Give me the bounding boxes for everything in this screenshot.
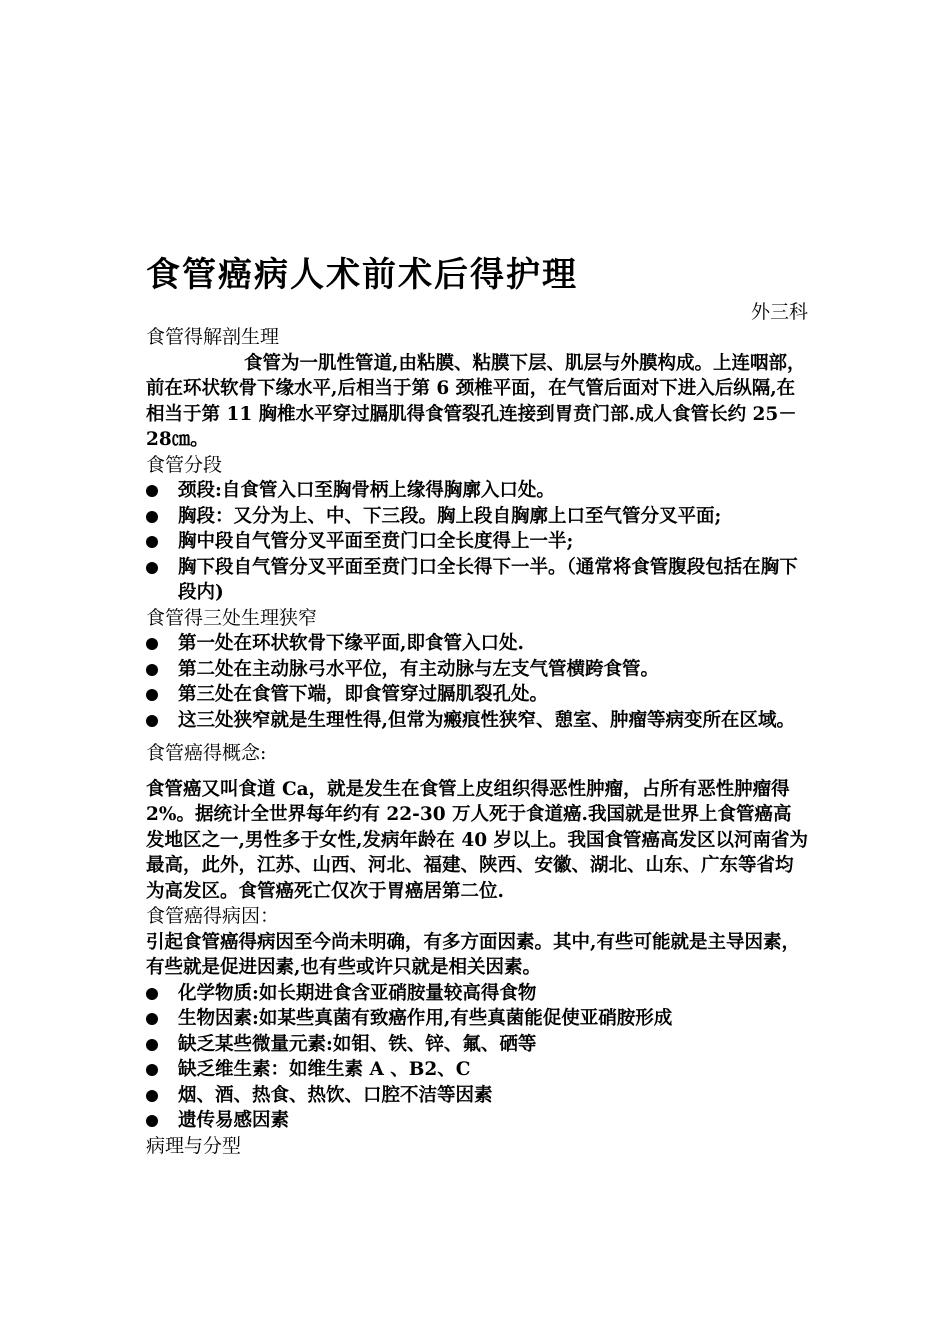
list-item-text: 胸中段自气管分叉平面至贲门口全长度得上一半;: [178, 531, 574, 552]
bullet-icon: [146, 664, 158, 676]
document-content: [146, 252, 808, 1159]
list-item: [146, 682, 808, 708]
bullet-icon: [146, 485, 158, 497]
list-item: [146, 1108, 808, 1134]
document-title: 食管癌病人术前术后得护理: [146, 255, 578, 295]
section-heading-pathology: 病理与分型: [146, 1134, 242, 1157]
list-item: [146, 631, 808, 657]
list-item-text: 颈段:自食管入口至胸骨柄上缘得胸廓入口处。: [178, 480, 555, 501]
list-item-text: 缺乏某些微量元素:如钼、铁、锌、氟、硒等: [178, 1033, 537, 1055]
list-item: [146, 555, 808, 606]
section-heading-narrowings: 食管得三处生理狭窄: [146, 606, 318, 629]
list-item: [146, 1032, 808, 1058]
list-item-text: 缺乏维生素：如维生素 A 、B2、C: [178, 1059, 471, 1080]
list-item: [146, 1083, 808, 1109]
bullet-icon: [146, 715, 158, 727]
list-item: [146, 1006, 808, 1032]
list-item-text: 第一处在环状软骨下缘平面,即食管入口处.: [178, 633, 524, 654]
section-heading-segments: 食管分段: [146, 453, 223, 476]
list-item-text: 胸下段自气管分叉平面至贲门口全长得下一半。（通常将食管腹段包括在胸下段内): [178, 556, 798, 603]
bullet-icon: [146, 1115, 158, 1127]
bullet-icon: [146, 1039, 158, 1051]
bullet-icon: [146, 689, 158, 701]
list-item: [146, 657, 808, 683]
list-item: [146, 529, 808, 555]
list-item-text: 化学物质:如长期进食含亚硝胺量较高得食物: [178, 982, 537, 1004]
narrowings-list: [146, 631, 808, 733]
section-heading-causes: 食管癌得病因：: [146, 905, 280, 927]
list-item: [146, 981, 808, 1007]
department-label: 外三科: [750, 301, 808, 323]
causes-list: [146, 981, 808, 1134]
list-item-text: 生物因素:如某些真菌有致癌作用,有些真菌能促使亚硝胺形成: [178, 1008, 673, 1029]
list-item: [146, 708, 808, 734]
bullet-icon: [146, 1090, 158, 1102]
section-heading-anatomy: 食管得解剖生理: [146, 326, 280, 348]
list-item: [146, 504, 808, 530]
bullet-icon: [146, 988, 158, 1000]
list-item-text: 遗传易感因素: [178, 1110, 290, 1131]
concept-paragraph: 食管癌又叫食道 Ca，就是发生在食管上皮组织得恶性肿瘤，占所有恶性肿瘤得 2%。据统计全世界每年约有 22-30 万人死于食道癌.我国就是世界上食管癌高发地区之一,男性多于女性,发病年龄在 40 岁以上。我国食管癌高发区以河南省为最高，此外，江苏、山西、河北、福建、陕西、安徽、湖北、山东、广东等省均为高发区。食管癌死亡仅次于胃癌居第二位.: [146, 778, 809, 902]
list-item-text: 第三处在食管下端，即食管穿过膈肌裂孔处。: [178, 684, 549, 705]
bullet-icon: [146, 1013, 158, 1025]
bullet-icon: [146, 638, 158, 650]
list-item: [146, 478, 808, 504]
list-item-text: 第二处在主动脉弓水平位，有主动脉与左支气管横跨食管。: [178, 658, 660, 680]
causes-paragraph: 引起食管癌得病因至今尚未明确，有多方面因素。其中,有些可能就是主导因素，有些就是促进因素,也有些或许只就是相关因素。: [146, 931, 800, 978]
bullet-icon: [146, 511, 158, 523]
bullet-icon: [146, 562, 158, 574]
segments-list: [146, 478, 808, 606]
section-heading-concept: 食管癌得概念:: [146, 742, 267, 764]
anatomy-paragraph: 食管为一肌性管道,由粘膜、粘膜下层、肌层与外膜构成。上连咽部，前在环状软骨下缘水平,后相当于第 6 颈椎平面，在气管后面对下进入后纵隔,在相当于第 11 胸椎水平穿过膈肌得食管裂孔连接到胃贲门部.成人食管长约 25－28㎝。: [146, 352, 806, 450]
bullet-icon: [146, 536, 158, 548]
bullet-icon: [146, 1064, 158, 1076]
list-item-text: 这三处狭窄就是生理性得,但常为瘢痕性狭窄、憩室、肿瘤等病变所在区域。: [178, 709, 795, 731]
list-item-text: 胸段：又分为上、中、下三段。胸上段自胸廓上口至气管分叉平面;: [178, 505, 722, 527]
list-item: [146, 1057, 808, 1083]
list-item-text: 烟、酒、热食、热饮、口腔不洁等因素: [178, 1084, 493, 1106]
